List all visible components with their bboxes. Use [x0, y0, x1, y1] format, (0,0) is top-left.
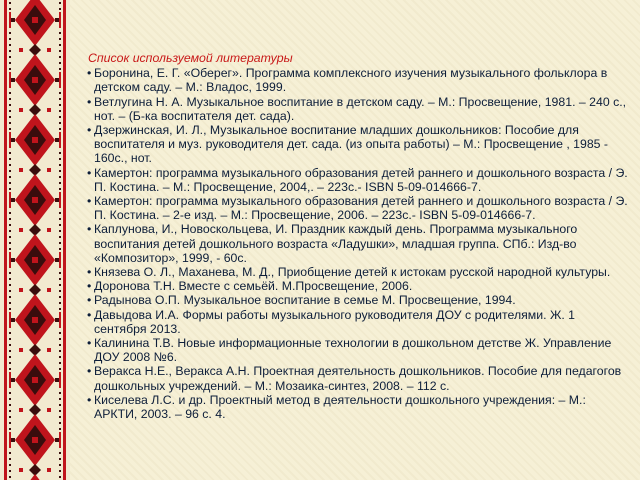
reference-item: • Камертон: программа музыкального образования детей раннего и дошкольного возраста / Э. П. Костина. – М.: Просвещение, 2004,. – 223с.- ISBN 5-09-014666-7. [88, 166, 628, 194]
reference-list [88, 66, 628, 421]
reference-item: • Радынова О.П. Музыкальное воспитание в семье М. Просвещение, 1994. [88, 293, 628, 307]
reference-item: • Боронина, Е. Г. «Оберег». Программа комплексного изучения музыкального фольклора в детском саду. – М.: Владос, 1999. [88, 66, 628, 94]
reference-item: • Доронова Т.Н. Вместе с семьёй. М.Просвещение, 2006. [88, 279, 628, 293]
reference-item: • Веракса Н.Е., Веракса А.Н. Проектная деятельность дошкольников. Пособие для педагогов дошкольных учреждений. – М.: Мозаика-синтез, 2008. – 112 с. [88, 364, 628, 392]
reference-item: • Князева О. Л., Маханева, М. Д., Приобщение детей к истокам русской народной культуры. [88, 265, 628, 279]
reference-item: • Киселева Л.С. и др. Проектный метод в деятельности дошкольного учреждения: – М.: АРКТИ, 2003. – 96 с. 4. [88, 393, 628, 421]
reference-item: • Каплунова, И., Новоскольцева, И. Праздник каждый день. Программа музыкального воспитания детей дошкольного возраста «Ладушки», младшая группа. СПб.: Изд-во «Композитор», 1999, - 60с. [88, 222, 628, 265]
reference-list-section [88, 51, 628, 421]
reference-list-heading: Список используемой литературы [88, 51, 293, 65]
reference-item: • Калинина Т.В. Новые информационные технологии в дошкольном детстве Ж. Управление ДОУ 2008 №6. [88, 336, 628, 364]
reference-item: • Давыдова И.А. Формы работы музыкального руководителя ДОУ с родителями. Ж. 1 сентября 2013. [88, 308, 628, 336]
embroidered-ornament-border [0, 0, 70, 480]
reference-item: • Ветлугина Н. А. Музыкальное воспитание в детском саду. – М.: Просвещение, 1981. – 240 с., нот. – (Б-ка воспитателя дет. сада). [88, 95, 628, 123]
reference-item: • Дзержинская, И. Л., Музыкальное воспитание младших дошкольников: Пособие для воспитателя и муз. руководителя дет. сада. (из опыта работы) – М.: Просвещение , 1985 - 160с., нот. [88, 123, 628, 166]
reference-item: • Камертон: программа музыкального образования детей раннего и дошкольного возраста / Э. П. Костина. – 2-е изд. – М.: Просвещение, 2006. – 223с.- ISBN 5-09-014666-7. [88, 194, 628, 222]
